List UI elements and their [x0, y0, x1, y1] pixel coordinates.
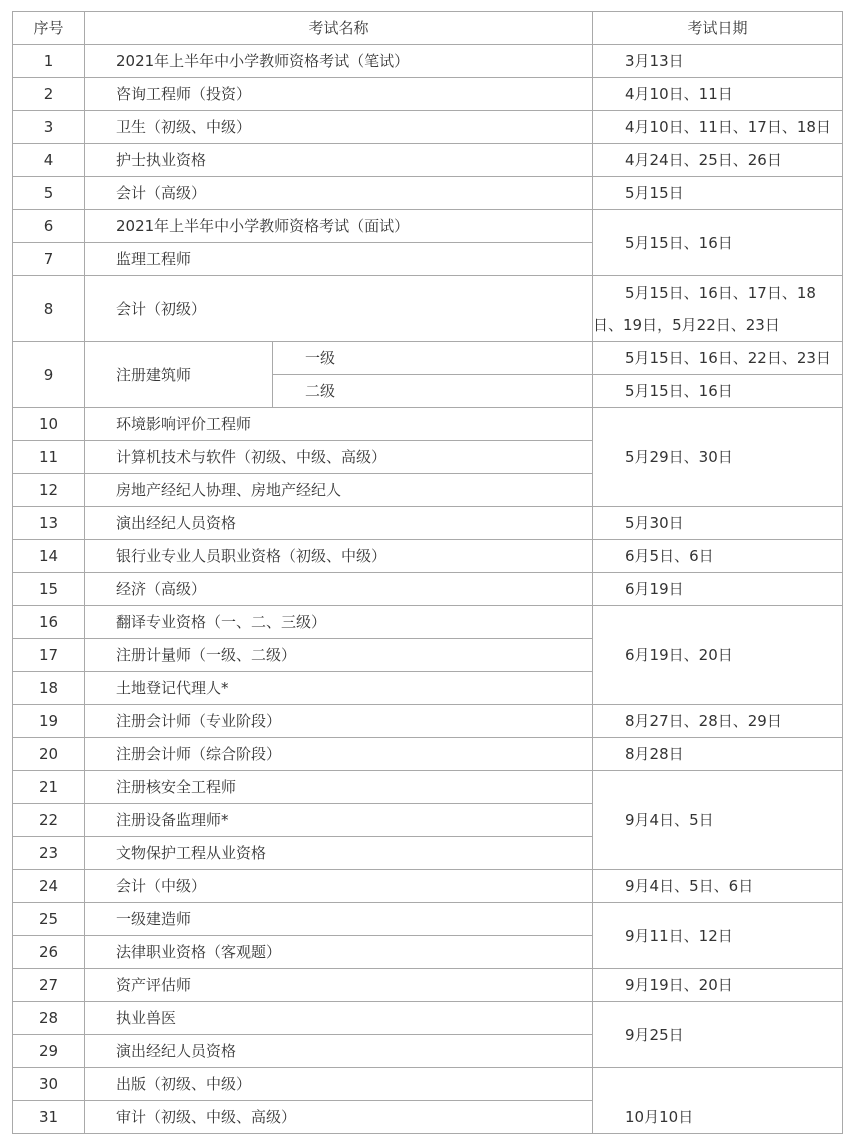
exam-name: 土地登记代理人* [85, 672, 593, 705]
row-no: 22 [13, 804, 85, 837]
exam-name: 执业兽医 [85, 1002, 593, 1035]
exam-name: 会计（高级） [85, 177, 593, 210]
exam-name: 注册会计师（专业阶段） [85, 705, 593, 738]
exam-date: 10月10日 [593, 1068, 843, 1134]
table-row [13, 540, 843, 573]
exam-name: 2021年上半年中小学教师资格考试（面试） [85, 210, 593, 243]
exam-date-line-1: 5月15日、16日、17日、18 [625, 283, 816, 302]
exam-date: 4月10日、11日 [593, 78, 843, 111]
exam-date: 9月25日 [593, 1002, 843, 1068]
exam-name: 计算机技术与软件（初级、中级、高级） [85, 441, 593, 474]
exam-name: 注册核安全工程师 [85, 771, 593, 804]
exam-name: 会计（初级） [85, 276, 593, 342]
table-row [13, 738, 843, 771]
exam-date: 9月11日、12日 [593, 903, 843, 969]
exam-name: 演出经纪人员资格 [85, 507, 593, 540]
exam-name: 法律职业资格（客观题） [85, 936, 593, 969]
table-row [13, 705, 843, 738]
exam-date: 5月15日 [593, 177, 843, 210]
exam-date: 5月15日、16日、22日、23日 [593, 342, 843, 375]
exam-date: 5月15日、16日 [593, 210, 843, 276]
row-no: 30 [13, 1068, 85, 1101]
exam-date: 5月30日 [593, 507, 843, 540]
row-no: 3 [13, 111, 85, 144]
exam-name: 演出经纪人员资格 [85, 1035, 593, 1068]
exam-date: 6月5日、6日 [593, 540, 843, 573]
row-no: 12 [13, 474, 85, 507]
row-no: 15 [13, 573, 85, 606]
exam-date: 3月13日 [593, 45, 843, 78]
exam-name: 咨询工程师（投资） [85, 78, 593, 111]
table-row [13, 111, 843, 144]
exam-date: 4月10日、11日、17日、18日 [593, 111, 843, 144]
row-no: 16 [13, 606, 85, 639]
row-no: 13 [13, 507, 85, 540]
table-row [13, 771, 843, 804]
row-no: 8 [13, 276, 85, 342]
exam-name: 翻译专业资格（一、二、三级） [85, 606, 593, 639]
table-row [13, 342, 843, 375]
row-no: 21 [13, 771, 85, 804]
exam-name: 会计（中级） [85, 870, 593, 903]
exam-name: 资产评估师 [85, 969, 593, 1002]
exam-date: 9月19日、20日 [593, 969, 843, 1002]
row-no: 14 [13, 540, 85, 573]
exam-name: 注册建筑师 [85, 342, 273, 408]
table-row [13, 870, 843, 903]
exam-schedule-table [12, 11, 843, 1134]
exam-name: 出版（初级、中级） [85, 1068, 593, 1101]
header-no: 序号 [13, 12, 85, 45]
row-no: 10 [13, 408, 85, 441]
exam-name: 护士执业资格 [85, 144, 593, 177]
row-no: 7 [13, 243, 85, 276]
row-no: 4 [13, 144, 85, 177]
header-date: 考试日期 [593, 12, 843, 45]
exam-name: 监理工程师 [85, 243, 593, 276]
table-row [13, 276, 843, 342]
row-no: 26 [13, 936, 85, 969]
row-no: 5 [13, 177, 85, 210]
table-row [13, 408, 843, 441]
exam-name: 卫生（初级、中级） [85, 111, 593, 144]
exam-name: 审计（初级、中级、高级） [85, 1101, 593, 1134]
row-no: 23 [13, 837, 85, 870]
table-header-row [13, 12, 843, 45]
row-no: 31 [13, 1101, 85, 1134]
exam-date: 5月15日、16日 [593, 375, 843, 408]
row-no: 18 [13, 672, 85, 705]
exam-name: 2021年上半年中小学教师资格考试（笔试） [85, 45, 593, 78]
exam-date: 6月19日、20日 [593, 606, 843, 705]
table-row [13, 903, 843, 936]
exam-date: 6月19日 [593, 573, 843, 606]
exam-name: 经济（高级） [85, 573, 593, 606]
row-no: 1 [13, 45, 85, 78]
table-row [13, 45, 843, 78]
row-no: 28 [13, 1002, 85, 1035]
table-row [13, 573, 843, 606]
table-row [13, 177, 843, 210]
row-no: 24 [13, 870, 85, 903]
row-no: 17 [13, 639, 85, 672]
exam-date: 9月4日、5日、6日 [593, 870, 843, 903]
table-row [13, 1002, 843, 1035]
exam-date: 4月24日、25日、26日 [593, 144, 843, 177]
exam-date [593, 276, 843, 342]
row-no: 9 [13, 342, 85, 408]
exam-name: 一级建造师 [85, 903, 593, 936]
row-no: 20 [13, 738, 85, 771]
exam-name: 文物保护工程从业资格 [85, 837, 593, 870]
row-no: 27 [13, 969, 85, 1002]
exam-name: 注册计量师（一级、二级） [85, 639, 593, 672]
exam-name: 房地产经纪人协理、房地产经纪人 [85, 474, 593, 507]
exam-sublevel: 二级 [273, 375, 593, 408]
table-row [13, 507, 843, 540]
row-no: 6 [13, 210, 85, 243]
row-no: 25 [13, 903, 85, 936]
exam-sublevel: 一级 [273, 342, 593, 375]
row-no: 19 [13, 705, 85, 738]
exam-date: 8月28日 [593, 738, 843, 771]
table-row [13, 144, 843, 177]
exam-date: 8月27日、28日、29日 [593, 705, 843, 738]
table-row [13, 969, 843, 1002]
table-row [13, 210, 843, 243]
table-row [13, 606, 843, 639]
exam-date-line-2: 日、19日，5月22日、23日 [593, 315, 780, 334]
row-no: 29 [13, 1035, 85, 1068]
exam-name: 环境影响评价工程师 [85, 408, 593, 441]
table-row [13, 78, 843, 111]
header-name: 考试名称 [85, 12, 593, 45]
exam-name: 银行业专业人员职业资格（初级、中级） [85, 540, 593, 573]
exam-date: 5月29日、30日 [593, 408, 843, 507]
row-no: 11 [13, 441, 85, 474]
table-row [13, 1068, 843, 1101]
exam-name: 注册会计师（综合阶段） [85, 738, 593, 771]
exam-name: 注册设备监理师* [85, 804, 593, 837]
exam-date: 9月4日、5日 [593, 771, 843, 870]
row-no: 2 [13, 78, 85, 111]
